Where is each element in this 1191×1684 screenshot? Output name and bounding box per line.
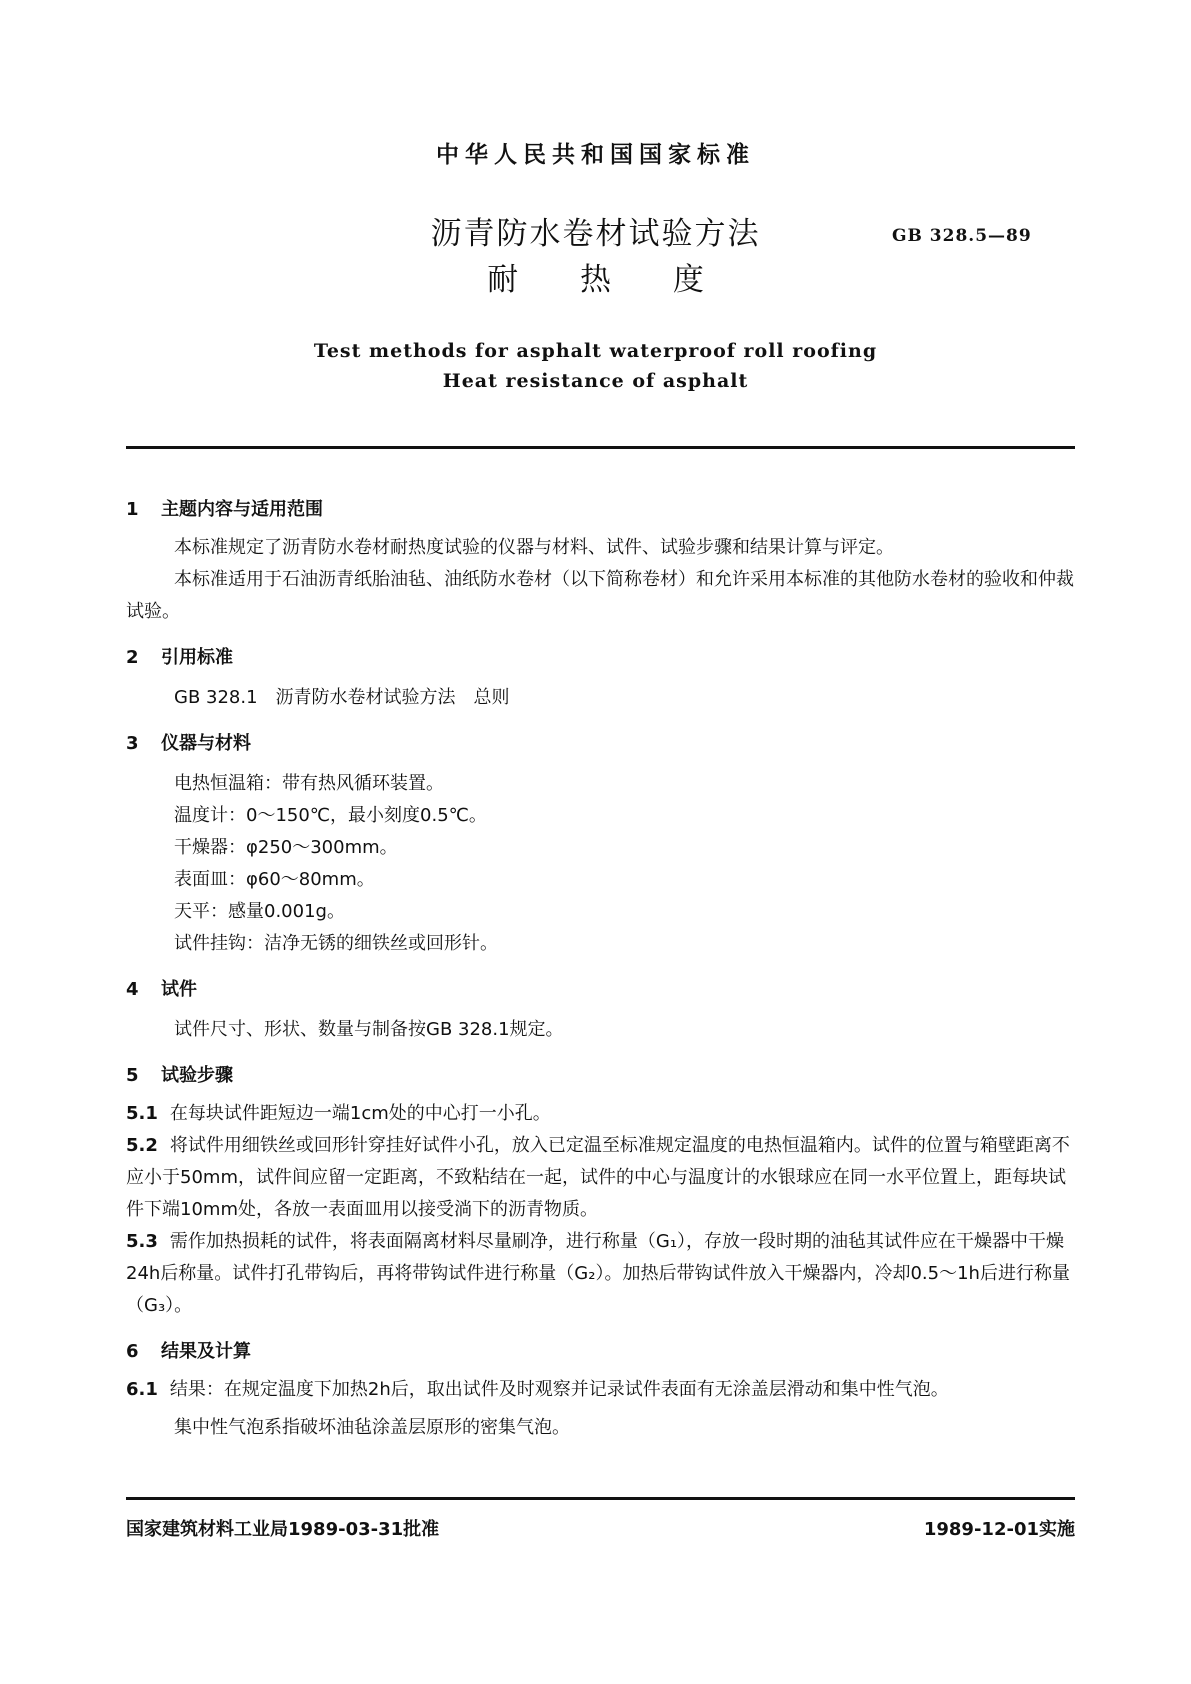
- effective-date: 1989-12-01实施: [923, 1519, 1075, 1540]
- national-standard-header: 中华人民共和国国家标准: [436, 142, 755, 168]
- clause-number: 5.2: [126, 1135, 158, 1156]
- clause-number: 5.1: [126, 1103, 158, 1124]
- list-item: 表面皿：φ60～80mm。: [174, 869, 375, 890]
- clause: [126, 1226, 1075, 1322]
- paragraph: 本标准适用于石油沥青纸胎油毡、油纸防水卷材（以下简称卷材）和允许采用本标准的其他防水卷材的验收和仲裁试验。: [126, 569, 1074, 622]
- list-item: 温度计：0～150℃，最小刻度0.5℃。: [174, 805, 487, 826]
- top-divider: [126, 446, 1075, 449]
- section-title: 主题内容与适用范围: [161, 499, 323, 520]
- english-title: [0, 336, 1191, 396]
- clause-number: 5.3: [126, 1231, 158, 1252]
- section-title: 引用标准: [161, 647, 233, 668]
- section-heading: [126, 494, 1075, 526]
- clause-text: 将试件用细铁丝或回形针穿挂好试件小孔，放入已定温至标准规定温度的电热恒温箱内。试件的位置与箱壁距离不应小于50mm，试件间应留一定距离，不致粘结在一起，试件的中心与温度计的水银球应在同一水平位置上，距每块试件下端10mm处，各放一表面皿用以接受淌下的沥青物质。: [126, 1135, 1070, 1220]
- section-number: 3: [126, 733, 139, 754]
- clause-text: 结果：在规定温度下加热2h后，取出试件及时观察并记录试件表面有无涂盖层滑动和集中性气泡。: [169, 1379, 949, 1400]
- section-title: 仪器与材料: [161, 733, 251, 754]
- subtitle-char: 度: [672, 262, 704, 298]
- document-body: [126, 494, 1075, 1444]
- paragraph: 集中性气泡系指破坏油毡涂盖层原形的密集气泡。: [174, 1417, 570, 1438]
- list-item: 干燥器：φ250～300mm。: [174, 837, 398, 858]
- section-number: 4: [126, 979, 139, 1000]
- paragraph: 本标准规定了沥青防水卷材耐热度试验的仪器与材料、试件、试验步骤和结果计算与评定。: [174, 537, 894, 558]
- section-heading: [126, 1336, 1075, 1368]
- document-title: 沥青防水卷材试验方法: [430, 216, 761, 252]
- section-title: 结果及计算: [161, 1341, 251, 1362]
- bottom-divider: [126, 1497, 1075, 1500]
- section-number: 5: [126, 1065, 139, 1086]
- list-item: 电热恒温箱：带有热风循环装置。: [174, 773, 444, 794]
- clause-number: 6.1: [126, 1379, 158, 1400]
- english-title-line-1: Test methods for asphalt waterproof roll roofing: [313, 340, 878, 362]
- paragraph: 试件尺寸、形状、数量与制备按GB 328.1规定。: [174, 1019, 564, 1040]
- section-heading: [126, 974, 1075, 1006]
- section-heading: [126, 728, 1075, 760]
- clause: [126, 1130, 1075, 1226]
- section-number: 6: [126, 1341, 139, 1362]
- subtitle-char: 耐: [487, 262, 519, 298]
- section-title: 试验步骤: [161, 1065, 233, 1086]
- document-subtitle: [0, 254, 1191, 299]
- approval-note: 国家建筑材料工业局1989-03-31批准: [126, 1519, 440, 1540]
- section-heading: [126, 642, 1075, 674]
- english-title-line-2: Heat resistance of asphalt: [442, 370, 749, 392]
- list-item: 天平：感量0.001g。: [174, 901, 345, 922]
- clause-text: 需作加热损耗的试件，将表面隔离材料尽量刷净，进行称量（G₁），存放一段时期的油毡其试件应在干燥器中干燥24h后称量。试件打孔带钩后，再将带钩试件进行称量（G₂）。加热后带钩试件放入干燥器内，冷却0.5～1h后进行称量（G₃）。: [126, 1231, 1070, 1316]
- section-number: 1: [126, 499, 139, 520]
- subtitle-char: 热: [580, 262, 611, 298]
- clause: [126, 1374, 1075, 1406]
- standard-code: GB 328.5—89: [892, 226, 1032, 246]
- section-title: 试件: [161, 979, 197, 1000]
- clause: [126, 1098, 1075, 1130]
- section-number: 2: [126, 647, 139, 668]
- section-heading: [126, 1060, 1075, 1092]
- clause-text: 在每块试件距短边一端1cm处的中心打一小孔。: [169, 1103, 551, 1124]
- reference-standard: GB 328.1 沥青防水卷材试验方法 总则: [174, 687, 510, 708]
- list-item: 试件挂钩：洁净无锈的细铁丝或回形针。: [174, 933, 498, 954]
